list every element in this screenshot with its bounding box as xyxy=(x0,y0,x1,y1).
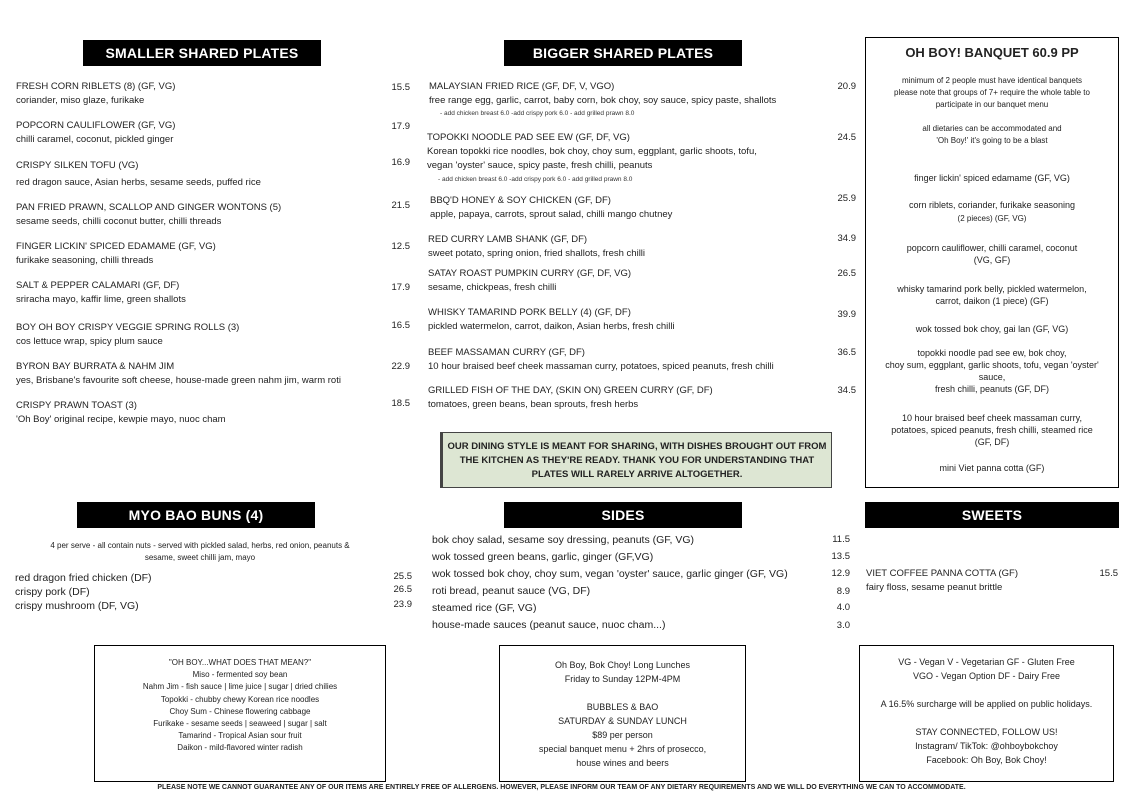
item-price: 25.5 xyxy=(393,571,412,582)
menu-item: PAN FRIED PRAWN, SCALLOP AND GINGER WONTONS (5) sesame seeds, chilli coconut butter, chilli threads xyxy=(16,202,282,227)
banquet-title: OH BOY! BANQUET 60.9 PP xyxy=(905,45,1079,60)
menu-item: SALT & PEPPER CALAMARI (GF, DF) sriracha mayo, kaffir lime, green shallots xyxy=(16,280,186,305)
menu-item: MALAYSIAN FRIED RICE (GF, DF, V, VGO) free range egg, garlic, carrot, baby corn, bok choy, soy sauce, spicy paste, shallots xyxy=(429,81,777,106)
menu-item: CRISPY SILKEN TOFU (VG) red dragon sauce, Asian herbs, sesame seeds, puffed rice xyxy=(16,160,261,188)
banquet-item: mini Viet panna cotta (GF) xyxy=(939,463,1045,473)
allergen-footer: PLEASE NOTE WE CANNOT GUARANTEE ANY OF OUR ITEMS ARE ENTIRELY FREE OF ALLERGENS. HOWEVER, PLEASE INFORM OUR TEAM OF ANY DIETARY REQUIREMENTS AND WE WILL DO EVERYTHING WE CAN TO ACCOMMODATE. xyxy=(157,784,966,791)
long-lunches: Oh Boy, Bok Choy! Long Lunches Friday to Sunday 12PM-4PM xyxy=(555,660,690,684)
side-item: steamed rice (GF, VG) xyxy=(432,602,537,614)
bao-item: crispy mushroom (DF, VG) xyxy=(15,600,139,612)
item-price: 23.9 xyxy=(393,599,412,610)
menu-item: SATAY ROAST PUMPKIN CURRY (GF, DF, VG) sesame, chickpeas, fresh chilli xyxy=(428,268,632,293)
item-price: 13.5 xyxy=(831,551,850,562)
banquet-item: whisky tamarind pork belly, pickled watermelon, carrot, daikon (1 piece) (GF) xyxy=(897,284,1087,306)
menu-item: CRISPY PRAWN TOAST (3) 'Oh Boy' original recipe, kewpie mayo, nuoc cham xyxy=(16,400,226,425)
item-price: 8.9 xyxy=(836,586,850,597)
menu-item: BYRON BAY BURRATA & NAHM JIM yes, Brisbane's favourite soft cheese, house-made green nahm jim, warm roti xyxy=(16,361,341,386)
item-price: 22.9 xyxy=(391,361,410,372)
menu-item: VIET COFFEE PANNA COTTA (GF) fairy floss, sesame peanut brittle xyxy=(866,568,1019,593)
item-price: 26.5 xyxy=(393,584,412,595)
item-price: 26.5 xyxy=(837,268,856,279)
bao-item: red dragon fried chicken (DF) xyxy=(15,572,152,584)
bao-item: crispy pork (DF) xyxy=(15,586,90,598)
item-price: 12.5 xyxy=(391,241,410,252)
social-links: STAY CONNECTED, FOLLOW US! Instagram/ TikTok: @ohboybokchoy Facebook: Oh Boy, Bok Choy! xyxy=(915,727,1058,765)
item-price: 12.9 xyxy=(831,568,850,579)
addon-options: - add chicken breast 6.0 -add crispy pork 6.0 - add grilled prawn 8.0 xyxy=(438,176,633,183)
bubbles-bao: BUBBLES & BAO SATURDAY & SUNDAY LUNCH $89 per person special banquet menu + 2hrs of prosecco, house wines and beers xyxy=(538,702,707,768)
banquet-item: topokki noodle pad see ew, bok choy, choy sum, eggplant, garlic shoots, tofu, vegan 'oyster' sauce, fresh chilli, peanuts (GF, DF) xyxy=(885,348,1099,394)
item-price: 17.9 xyxy=(391,282,410,293)
item-price: 24.5 xyxy=(837,132,856,143)
glossary: "OH BOY...WHAT DOES THAT MEAN?" Miso - fermented soy bean Nahm Jim - fish sauce | lime juice | sugar | dried chilies Topokki - chubby chewy Korean rice noodles Choy Sum - Chinese flowering cabbage Furikake - sesame seeds | seaweed | sugar | salt Tamarind - Tropical Asian sour fruit Daikon - mild-flavored winter radish xyxy=(142,658,338,753)
bigger-plates-header: BIGGER SHARED PLATES xyxy=(504,40,742,66)
bao-buns-header: MYO BAO BUNS (4) xyxy=(77,502,315,528)
menu-item: POPCORN CAULIFLOWER (GF, VG) chilli caramel, coconut, pickled ginger xyxy=(16,120,176,145)
smaller-plates-header: SMALLER SHARED PLATES xyxy=(83,40,321,66)
item-price: 15.5 xyxy=(1099,568,1118,579)
banquet-intro: minimum of 2 people must have identical banquets please note that groups of 7+ require the whole table to participate in our banquet menu xyxy=(894,76,1090,109)
menu-item: BBQ'D HONEY & SOY CHICKEN (GF, DF) apple, papaya, carrots, sprout salad, chilli mango chutney xyxy=(430,195,673,220)
menu-item: RED CURRY LAMB SHANK (GF, DF) sweet potato, spring onion, fried shallots, fresh chilli xyxy=(428,234,646,259)
surcharge-note: A 16.5% surcharge will be applied on public holidays. xyxy=(880,699,1093,709)
banquet-dietaries: all dietaries can be accommodated and 'Oh Boy!' it's going to be a blast xyxy=(922,124,1062,145)
item-price: 34.5 xyxy=(837,385,856,396)
banquet-item: 10 hour braised beef cheek massaman curry, potatoes, spiced peanuts, fresh chilli, steamed rice (GF, DF) xyxy=(891,413,1093,447)
item-price: 15.5 xyxy=(391,82,410,93)
banquet-item: wok tossed bok choy, gai lan (GF, VG) xyxy=(915,324,1069,334)
item-price: 3.0 xyxy=(836,620,850,631)
item-price: 17.9 xyxy=(391,121,410,132)
item-price: 25.9 xyxy=(837,193,856,204)
item-price: 34.9 xyxy=(837,233,856,244)
dietary-legend: VG - Vegan V - Vegetarian GF - Gluten Free VGO - Vegan Option DF - Dairy Free xyxy=(898,657,1075,681)
item-price: 16.9 xyxy=(391,157,410,168)
side-item: wok tossed green beans, garlic, ginger (GF,VG) xyxy=(432,551,654,563)
side-item: bok choy salad, sesame soy dressing, peanuts (GF, VG) xyxy=(432,534,695,546)
item-price: 20.9 xyxy=(837,81,856,92)
sweets-header: SWEETS xyxy=(865,502,1119,528)
item-price: 16.5 xyxy=(391,320,410,331)
menu-item: GRILLED FISH OF THE DAY, (SKIN ON) GREEN CURRY (GF, DF) tomatoes, green beans, bean sprouts, fresh herbs xyxy=(428,385,713,410)
banquet-item: finger lickin' spiced edamame (GF, VG) xyxy=(914,173,1070,183)
side-item: wok tossed bok choy, choy sum, vegan 'oyster' sauce, garlic ginger (GF, VG) xyxy=(432,568,788,580)
menu-item: WHISKY TAMARIND PORK BELLY (4) (GF, DF) pickled watermelon, carrot, daikon, Asian herbs, fresh chilli xyxy=(428,307,675,332)
banquet-item: corn riblets, coriander, furikake seasoning (2 pieces) (GF, VG) xyxy=(908,200,1076,223)
menu-item: BEEF MASSAMAN CURRY (GF, DF) 10 hour braised beef cheek massaman curry, potatoes, spiced peanuts, fresh chilli xyxy=(428,347,774,372)
menu-item: BOY OH BOY CRISPY VEGGIE SPRING ROLLS (3) cos lettuce wrap, spicy plum sauce xyxy=(16,322,240,347)
item-price: 39.9 xyxy=(837,309,856,320)
side-item: house-made sauces (peanut sauce, nuoc cham...) xyxy=(432,619,666,631)
item-price: 18.5 xyxy=(391,398,410,409)
addon-options: - add chicken breast 6.0 -add crispy pork 6.0 - add grilled prawn 8.0 xyxy=(440,110,635,117)
item-price: 36.5 xyxy=(837,347,856,358)
menu-item: FINGER LICKIN' SPICED EDAMAME (GF, VG) furikake seasoning, chilli threads xyxy=(16,241,216,266)
sides-header: SIDES xyxy=(504,502,742,528)
bao-intro: 4 per serve - all contain nuts - served with pickled salad, herbs, red onion, peanuts & sesame, sweet chilli jam, mayo xyxy=(50,541,350,562)
menu-item: TOPOKKI NOODLE PAD SEE EW (GF, DF, VG) Korean topokki rice noodles, bok choy, choy sum, eggplant, garlic shoots, tofu, vegan 'oyster' sauce, spicy paste, fresh chilli, peanuts xyxy=(427,132,757,171)
dining-style-note: OUR DINING STYLE IS MEANT FOR SHARING, WITH DISHES BROUGHT OUT FROM THE KITCHEN AS THEY'RE READY. THANK YOU FOR UNDERSTANDING THAT PLATES WILL RARELY ARRIVE ALTOGETHER. xyxy=(440,432,832,488)
banquet-item: popcorn cauliflower, chilli caramel, coconut (VG, GF) xyxy=(906,243,1078,265)
side-item: roti bread, peanut sauce (VG, DF) xyxy=(432,585,591,597)
item-price: 21.5 xyxy=(391,200,410,211)
menu-item: FRESH CORN RIBLETS (8) (GF, VG) coriander, miso glaze, furikake xyxy=(16,81,176,106)
item-price: 11.5 xyxy=(832,534,850,545)
item-price: 4.0 xyxy=(836,602,850,613)
